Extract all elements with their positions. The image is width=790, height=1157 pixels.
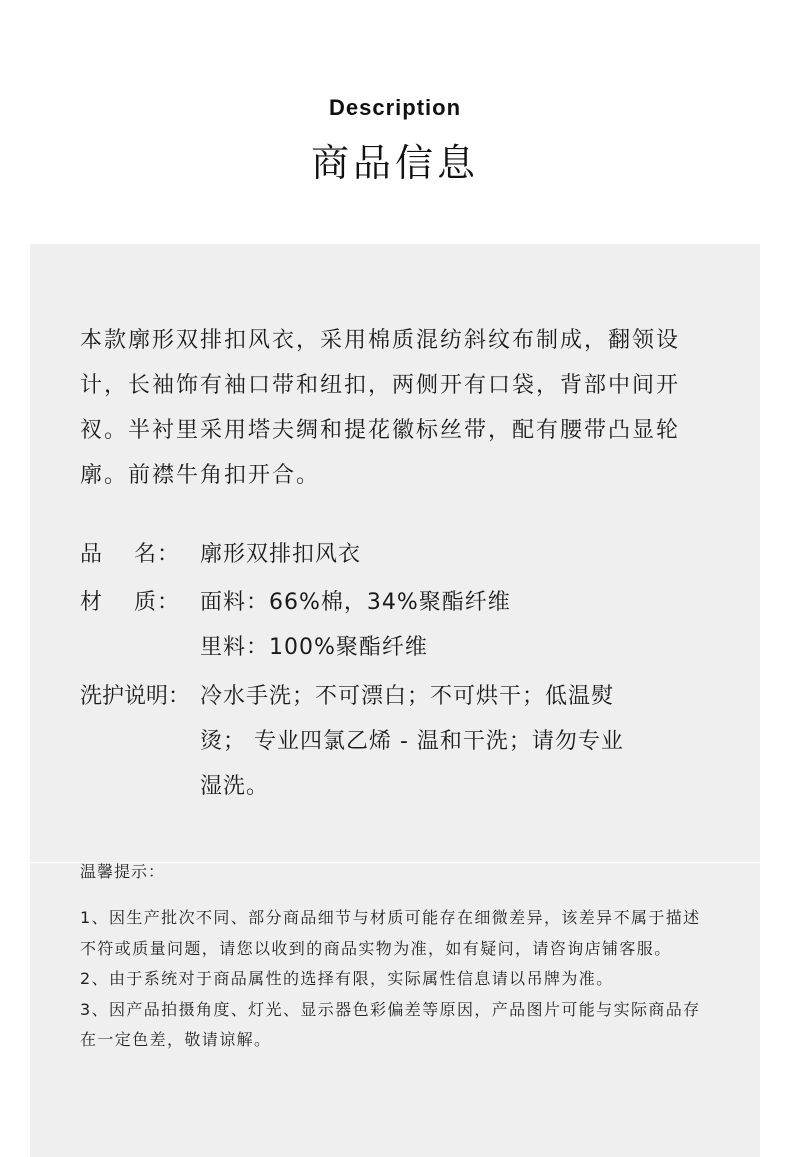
header [0,0,790,244]
spec-value-material-shell: 面料：66%棉，34%聚酯纤维 [200,590,511,615]
title-english: Description [328,95,462,120]
tip-item: 3、因产品拍摄角度、灯光、显示器色彩偏差等原因，产品图片可能与实际商品存在一定色差，敬请谅解。 [80,999,701,1049]
tips-list [80,903,710,1056]
spec-label-name: 品 名： [80,542,180,567]
spec-value-name: 廓形双排扣风衣 [200,542,362,567]
tip-item: 1、因生产批次不同、部分商品细节与材质可能存在细微差异，该差异不属于描述不符或质量问题，请您以收到的商品实物为准，如有疑问，请咨询店铺客服。 [80,908,701,958]
tip-item: 2、由于系统对于商品属性的选择有限，实际属性信息请以吊牌为准。 [80,969,614,988]
spec-value-material-lining: 里料：100%聚酯纤维 [200,635,428,660]
title-chinese: 商品信息 [310,141,479,185]
tips-title: 温馨提示： [80,862,166,881]
spec-label-material: 材 质： [80,590,180,615]
spec-value-care: 冷水手洗；不可漂白；不可烘干；低温熨烫； 专业四氯乙烯 - 温和干洗；请勿专业湿洗。 [200,684,624,799]
product-description: 本款廓形双排扣风衣，采用棉质混纺斜纹布制成，翻领设计，长袖饰有袖口带和纽扣，两侧开有口袋，背部中间开衩。半衬里采用塔夫绸和提花徽标丝带，配有腰带凸显轮廓。前襟牛角扣开合。 [80,328,681,488]
spec-label-care: 洗护说明： [80,684,191,709]
